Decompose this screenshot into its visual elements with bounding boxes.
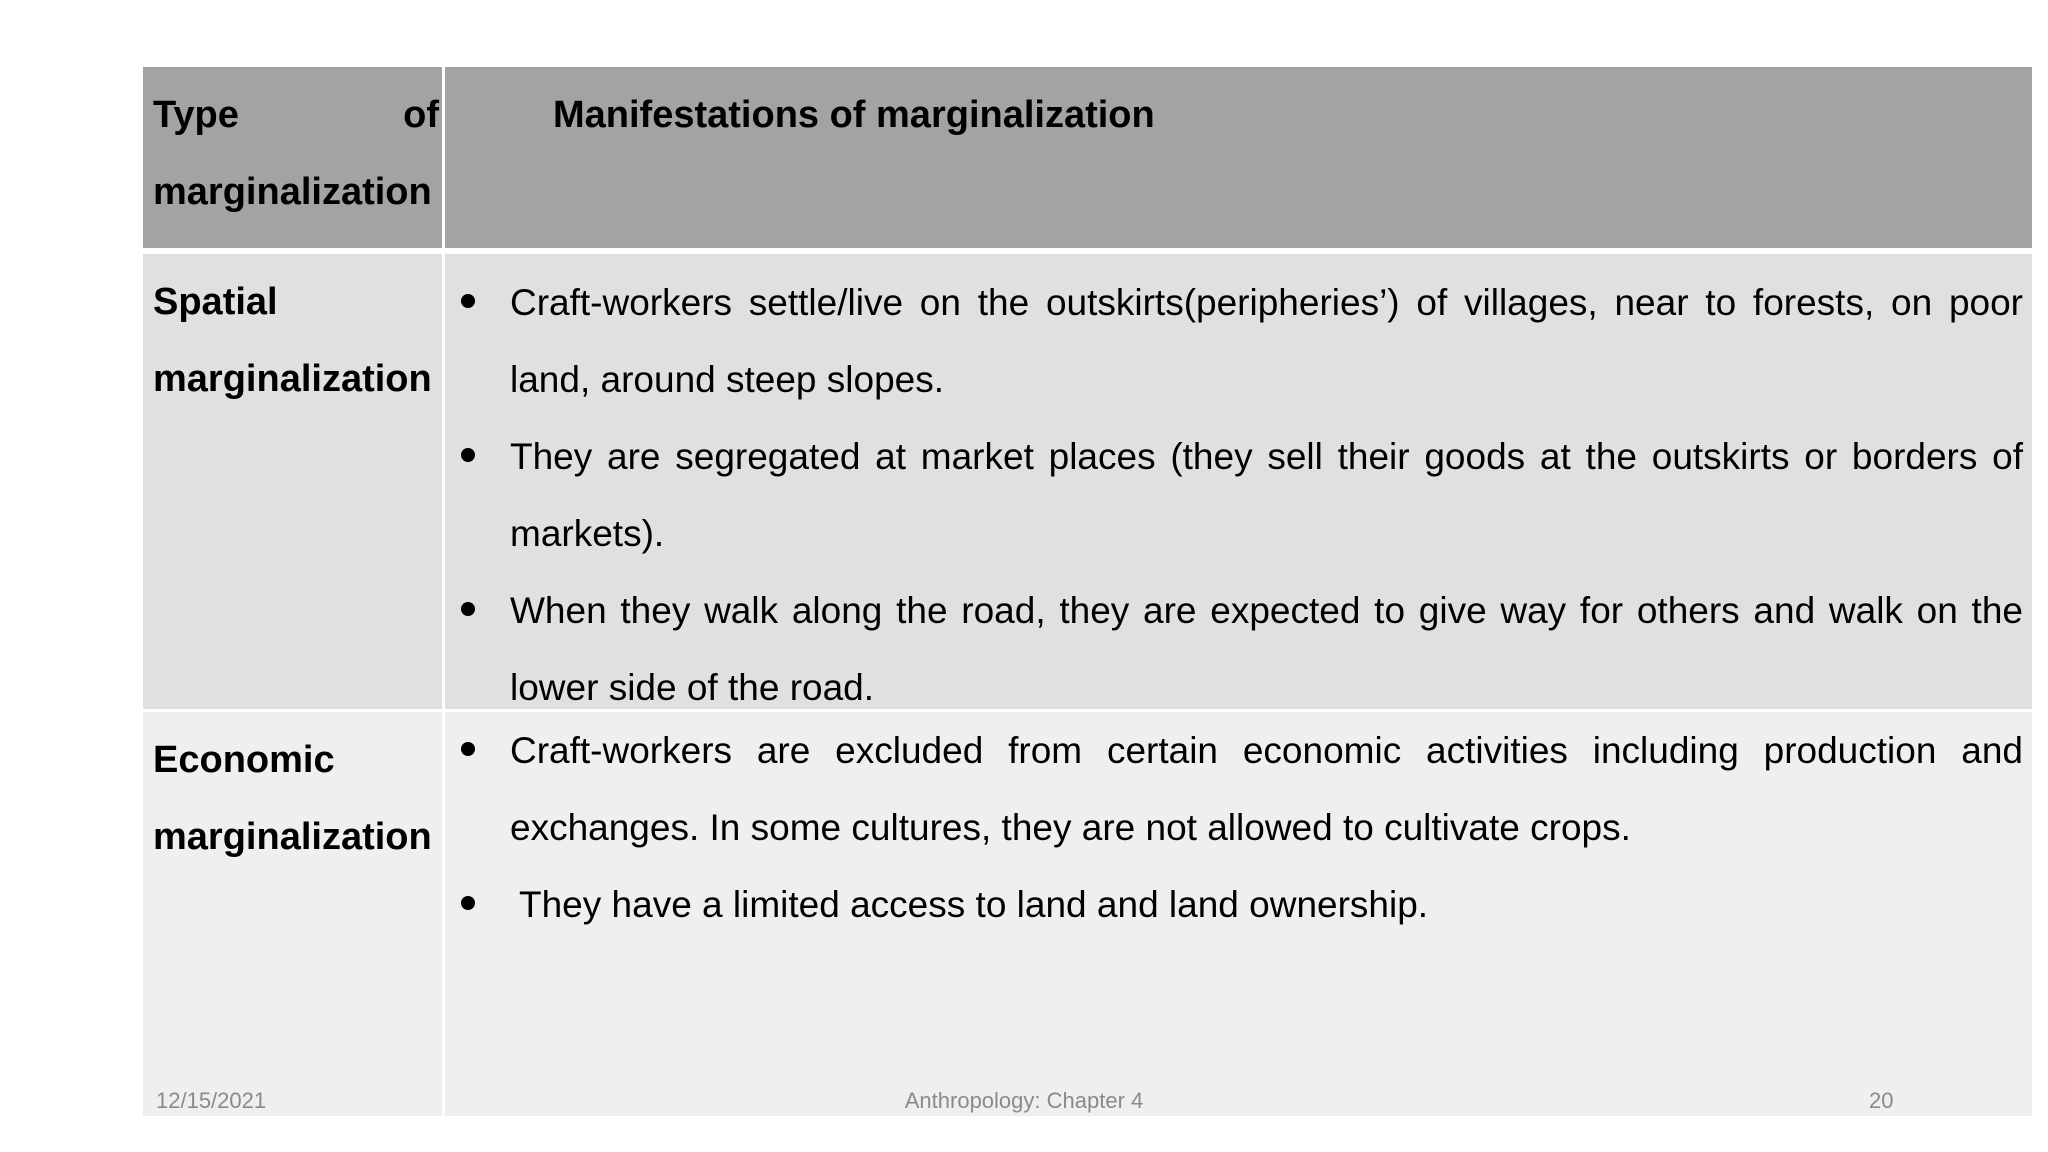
bullet-icon (461, 602, 475, 616)
footer-title: Anthropology: Chapter 4 (904, 1088, 1144, 1113)
bullet-text: Craft-workers are excluded from certain economic activities including production and exchanges. In some cultures, they are not allowed to cultivate crops. (510, 730, 2023, 848)
list-item (453, 712, 2023, 866)
table-header-row (143, 67, 2032, 248)
bullet-icon (461, 294, 475, 308)
table-row-spatial (143, 254, 2032, 709)
header-type-line2: marginalization (153, 171, 432, 213)
bullet-text: They are segregated at market places (they sell their goods at the outskirts or borders of markets). (510, 436, 2023, 554)
bullet-icon (461, 448, 475, 462)
footer-date: 12/15/2021 (156, 1088, 267, 1113)
economic-type-line1: Economic (153, 739, 335, 781)
header-type-word-of: of (403, 94, 439, 136)
header-type-cell (153, 77, 439, 231)
list-item (453, 866, 2023, 943)
economic-type-line2: marginalization (153, 816, 432, 858)
spatial-type-line1: Spatial (153, 281, 278, 323)
column-divider (442, 67, 445, 1116)
economic-bullet-list (453, 712, 2023, 943)
header-type-line1 (153, 77, 439, 154)
bullet-text: Craft-workers settle/live on the outskirts(peripheries’) of villages, near to forests, on poor land, around steep slopes. (510, 282, 2023, 400)
spatial-type-cell (153, 264, 439, 418)
bullet-icon (461, 896, 475, 910)
list-item (453, 418, 2023, 572)
bullet-text: They have a limited access to land and land ownership. (519, 884, 1429, 925)
economic-type-cell (153, 722, 439, 876)
list-item (453, 264, 2023, 418)
header-manifestations-cell: Manifestations of marginalization (553, 94, 1155, 136)
marginalization-table (143, 67, 2032, 1116)
spatial-bullet-list (453, 264, 2023, 726)
footer-page-number: 20 (1869, 1088, 1894, 1113)
table-row-economic (143, 712, 2032, 1116)
header-type-word-type: Type (153, 94, 239, 136)
bullet-text: When they walk along the road, they are expected to give way for others and walk on the lower side of the road. (510, 590, 2023, 708)
spatial-type-line2: marginalization (153, 358, 432, 400)
bullet-icon (461, 742, 475, 756)
list-item (453, 572, 2023, 726)
